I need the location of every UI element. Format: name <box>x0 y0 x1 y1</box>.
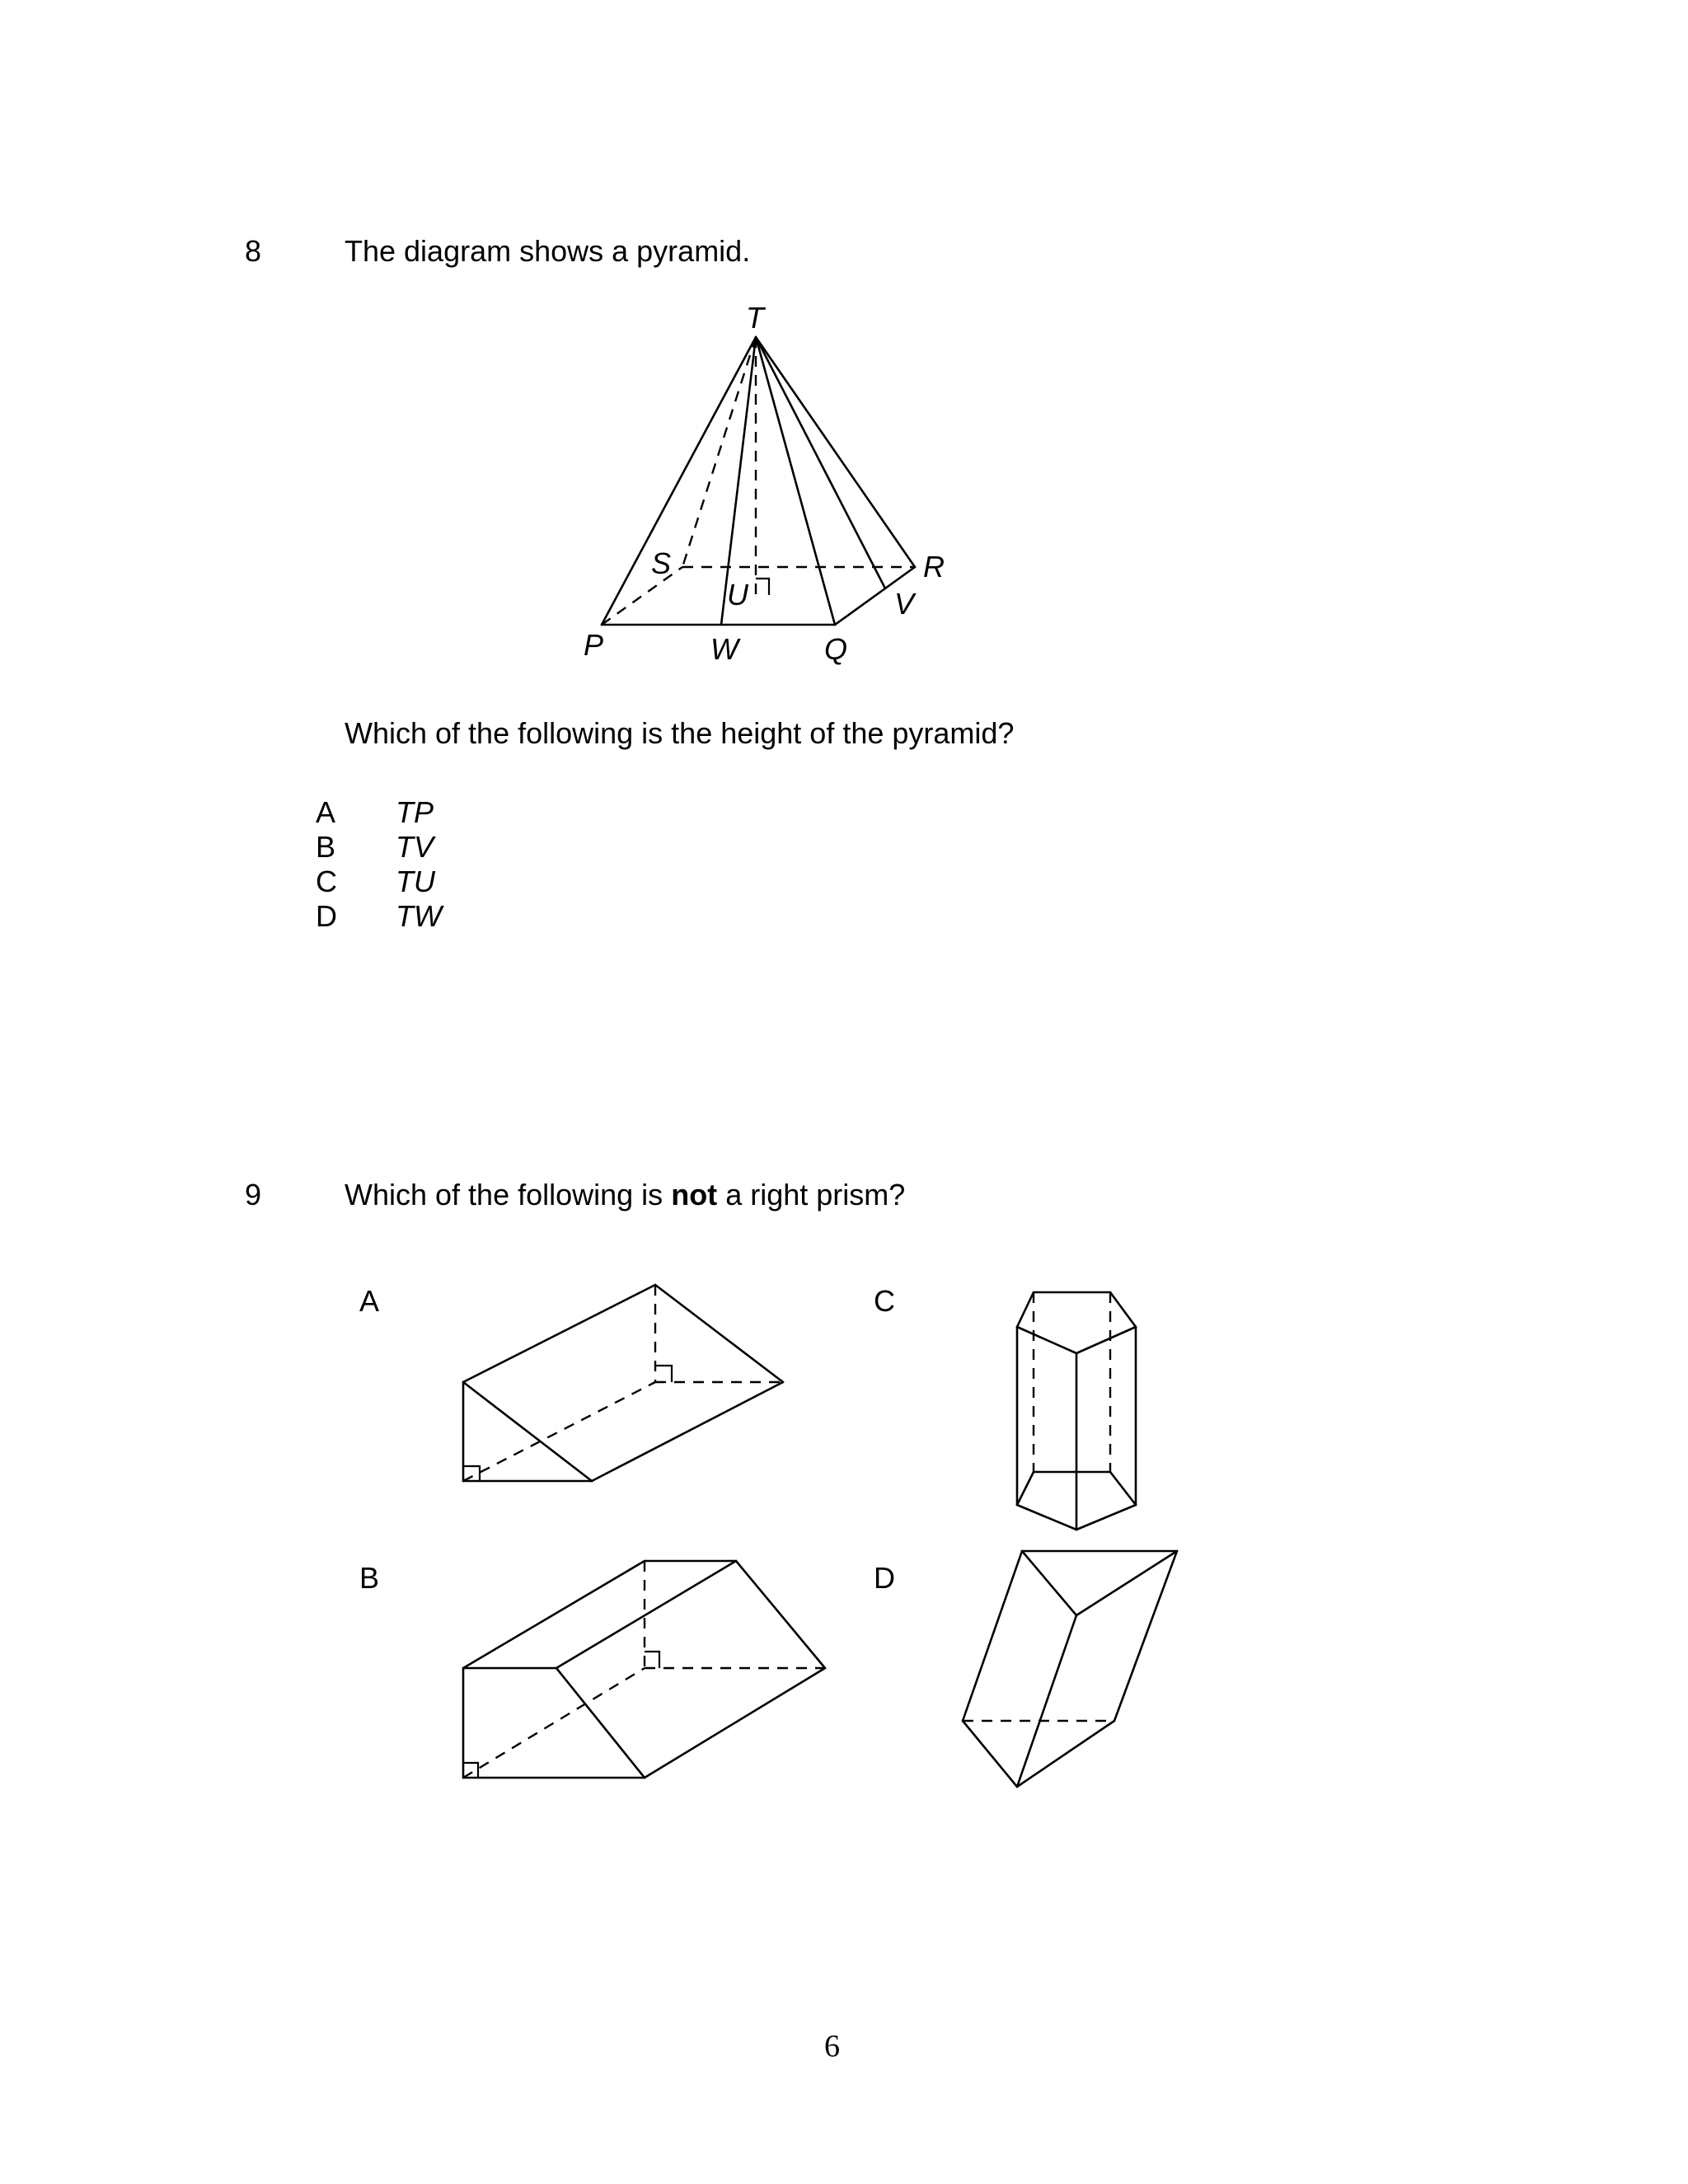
figure-d-prism <box>963 1551 1177 1787</box>
option-d-value: TW <box>396 899 442 933</box>
label-w: W <box>710 632 738 666</box>
option-b-letter: B <box>316 830 336 864</box>
label-r: R <box>923 550 945 583</box>
figure-c-label: C <box>874 1284 895 1318</box>
label-v: V <box>894 587 915 621</box>
figure-a-prism <box>463 1285 783 1481</box>
figure-d-label: D <box>874 1561 895 1595</box>
figure-c-prism <box>1017 1292 1136 1530</box>
question-8-stem: The diagram shows a pyramid. <box>345 234 751 268</box>
stem-part-2: a right prism? <box>725 1178 906 1212</box>
question-8-question: Which of the following is the height of the pyramid? <box>345 716 1015 750</box>
label-u: U <box>727 578 748 612</box>
option-c-letter: C <box>316 865 337 898</box>
option-c-value: TU <box>396 865 435 898</box>
question-9-number: 9 <box>245 1178 262 1212</box>
label-p: P <box>584 628 604 662</box>
option-a-value: TP <box>396 795 434 829</box>
option-b-value: TV <box>396 830 434 864</box>
stem-emphasis: not <box>671 1178 718 1212</box>
page-number: 6 <box>824 2029 840 2064</box>
label-t: T <box>746 301 764 335</box>
figure-b-label: B <box>359 1561 380 1595</box>
figure-a-label: A <box>359 1284 380 1318</box>
option-d-letter: D <box>316 899 337 933</box>
option-a-letter: A <box>316 795 336 829</box>
question-8-number: 8 <box>245 234 262 268</box>
label-q: Q <box>824 632 848 666</box>
figure-b-prism <box>463 1561 825 1778</box>
label-s: S <box>651 546 672 580</box>
stem-part-1: Which of the following is <box>345 1178 663 1212</box>
